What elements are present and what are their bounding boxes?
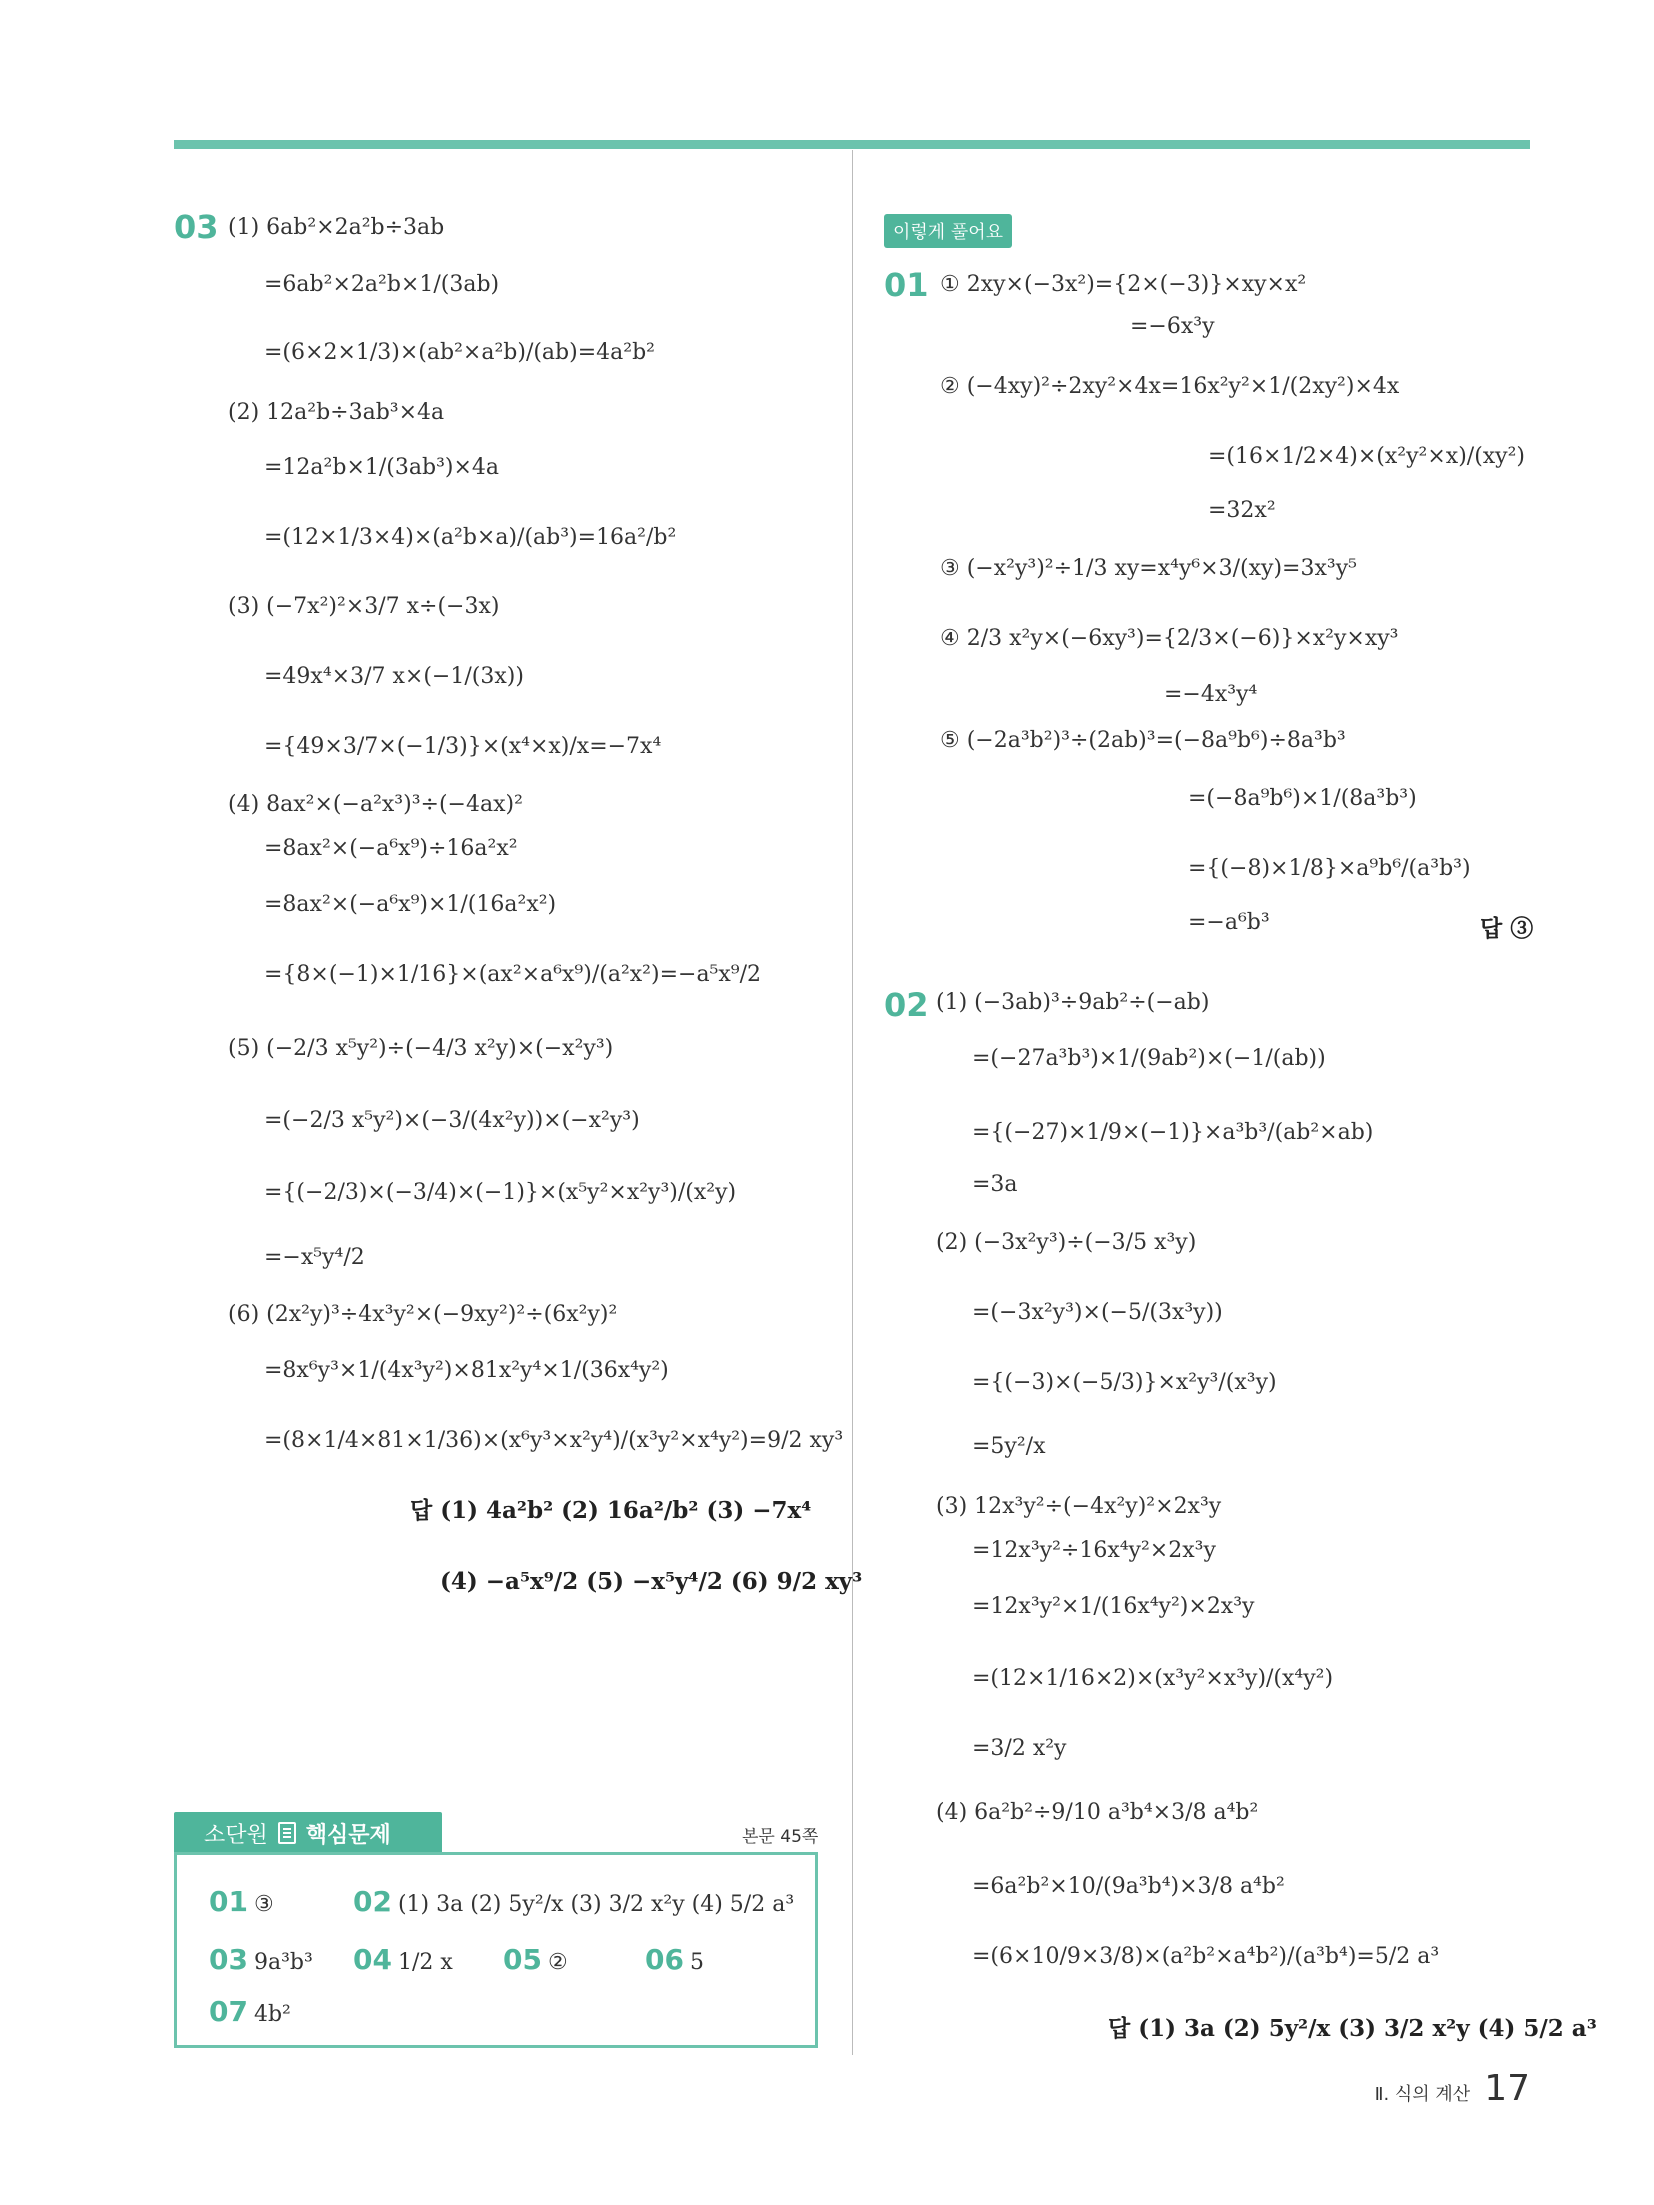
solution-line: =6a²b²×10/(9a³b⁴)×3/8 a⁴b²	[972, 1874, 1285, 1899]
core-answer-item: 05 ②	[503, 1943, 568, 1976]
solution-line: =(−8a⁹b⁶)×1/(8a³b³)	[1188, 786, 1417, 811]
core-tab-title: 핵심문제	[305, 1822, 391, 1848]
solution-line: =(16×1/2×4)×(x²y²×x)/(xy²)	[1208, 444, 1526, 469]
problem-number-03: 03	[174, 208, 219, 246]
solution-line: (6) (2x²y)³÷4x³y²×(−9xy²)²÷(6x²y)²	[228, 1302, 618, 1327]
solution-line: ={8×(−1)×1/16}×(ax²×a⁶x⁹)/(a²x²)=−a⁵x⁹/2	[264, 962, 762, 987]
answer-line: (4) −a⁵x⁹/2 (5) −x⁵y⁴/2 (6) 9/2 xy³	[440, 1568, 863, 1595]
solution-line: =−6x³y	[1130, 314, 1215, 339]
solution-line: ={(−27)×1/9×(−1)}×a³b³/(ab²×ab)	[972, 1120, 1374, 1145]
solution-line: (4) 8ax²×(−a²x³)³÷(−4ax)²	[228, 792, 523, 817]
solution-line: =8ax²×(−a⁶x⁹)÷16a²x²	[264, 836, 518, 861]
core-answer-item: 06 5	[645, 1943, 704, 1976]
core-problems-box	[174, 1852, 818, 2048]
core-problems-tab	[174, 1812, 442, 1854]
book-icon	[278, 1822, 296, 1844]
solution-line: =6ab²×2a²b×1/(3ab)	[264, 272, 500, 297]
solution-line: (2) (−3x²y³)÷(−3/5 x³y)	[936, 1230, 1197, 1255]
solution-line: =3/2 x²y	[972, 1736, 1067, 1761]
solution-line: =(−27a³b³)×1/(9ab²)×(−1/(ab))	[972, 1046, 1326, 1071]
problem-number-01: 01	[884, 266, 929, 304]
solution-line: =(8×1/4×81×1/36)×(x⁶y³×x²y⁴)/(x³y²×x⁴y²)=9/2 xy³	[264, 1428, 844, 1453]
core-answer-item: 03 9a³b³	[209, 1943, 313, 1976]
solution-line: (2) 12a²b÷3ab³×4a	[228, 400, 445, 425]
solution-line: =(6×10/9×3/8)×(a²b²×a⁴b²)/(a³b⁴)=5/2 a³	[972, 1944, 1440, 1969]
solution-line: ③ (−x²y³)²÷1/3 xy=x⁴y⁶×3/(xy)=3x³y⁵	[940, 556, 1357, 581]
solution-line: =5y²/x	[972, 1434, 1046, 1459]
solution-line: ={(−8)×1/8}×a⁹b⁶/(a³b³)	[1188, 856, 1471, 881]
chapter-title: Ⅱ. 식의 계산	[1374, 2084, 1471, 2105]
page-number: 17	[1484, 2068, 1530, 2109]
core-tab-prefix: 소단원	[204, 1822, 268, 1848]
core-answer-item: 04 1/2 x	[353, 1943, 453, 1976]
solution-line: =32x²	[1208, 498, 1276, 523]
solution-line: =12a²b×1/(3ab³)×4a	[264, 455, 500, 480]
core-answer-item: 01 ③	[209, 1885, 274, 1918]
solution-line: ① 2xy×(−3x²)={2×(−3)}×xy×x²	[940, 272, 1307, 297]
solution-line: ② (−4xy)²÷2xy²×4x=16x²y²×1/(2xy²)×4x	[940, 374, 1400, 399]
solution-line: =12x³y²÷16x⁴y²×2x³y	[972, 1538, 1216, 1563]
page-footer	[1375, 2068, 1530, 2109]
solution-line: ⑤ (−2a³b²)³÷(2ab)³=(−8a⁹b⁶)÷8a³b³	[940, 728, 1346, 753]
solution-line: =−x⁵y⁴/2	[264, 1245, 365, 1270]
solution-line: (5) (−2/3 x⁵y²)÷(−4/3 x²y)×(−x²y³)	[228, 1036, 614, 1061]
solution-line: =(−3x²y³)×(−5/(3x³y))	[972, 1300, 1223, 1325]
top-accent-bar	[174, 140, 1530, 149]
solution-line: =12x³y²×1/(16x⁴y²)×2x³y	[972, 1594, 1255, 1619]
column-divider	[852, 150, 853, 2055]
solution-line: =(12×1/3×4)×(a²b×a)/(ab³)=16a²/b²	[264, 525, 677, 550]
solution-line: ={(−3)×(−5/3)}×x²y³/(x³y)	[972, 1370, 1277, 1395]
solution-line: =(−2/3 x⁵y²)×(−3/(4x²y))×(−x²y³)	[264, 1108, 640, 1133]
solution-line: =−a⁶b³	[1188, 910, 1270, 935]
solution-line: =8x⁶y³×1/(4x³y²)×81x²y⁴×1/(36x⁴y²)	[264, 1358, 669, 1383]
solution-line: ={(−2/3)×(−3/4)×(−1)}×(x⁵y²×x²y³)/(x²y)	[264, 1180, 737, 1205]
solution-line: =−4x³y⁴	[1164, 682, 1258, 707]
solution-line: (4) 6a²b²÷9/10 a³b⁴×3/8 a⁴b²	[936, 1800, 1259, 1825]
solution-line: ④ 2/3 x²y×(−6xy³)={2/3×(−6)}×x²y×xy³	[940, 626, 1399, 651]
problem-number-02: 02	[884, 986, 929, 1024]
solution-line: =(6×2×1/3)×(ab²×a²b)/(ab)=4a²b²	[264, 340, 655, 365]
solution-line: (3) (−7x²)²×3/7 x÷(−3x)	[228, 594, 500, 619]
solution-line: =8ax²×(−a⁶x⁹)×1/(16a²x²)	[264, 892, 557, 917]
answer-line: 답 ③	[1480, 915, 1534, 942]
textbook-page-reference: 본문 45쪽	[742, 1827, 819, 1847]
solution-line: (1) 6ab²×2a²b÷3ab	[228, 215, 445, 240]
answer-line: 답 (1) 4a²b² (2) 16a²/b² (3) −7x⁴	[410, 1497, 812, 1524]
core-answer-item: 02 (1) 3a (2) 5y²/x (3) 3/2 x²y (4) 5/2 a³	[353, 1885, 795, 1918]
solution-guide-tag: 이렇게 풀어요	[884, 214, 1012, 248]
solution-line: =3a	[972, 1172, 1018, 1197]
solution-line: (3) 12x³y²÷(−4x²y)²×2x³y	[936, 1494, 1222, 1519]
answer-line: 답 (1) 3a (2) 5y²/x (3) 3/2 x²y (4) 5/2 a³	[1108, 2015, 1597, 2042]
solution-line: ={49×3/7×(−1/3)}×(x⁴×x)/x=−7x⁴	[264, 734, 662, 759]
solution-line: (1) (−3ab)³÷9ab²÷(−ab)	[936, 990, 1210, 1015]
solution-line: =(12×1/16×2)×(x³y²×x³y)/(x⁴y²)	[972, 1666, 1334, 1691]
solution-line: =49x⁴×3/7 x×(−1/(3x))	[264, 664, 524, 689]
core-answer-item: 07 4b²	[209, 1995, 291, 2028]
